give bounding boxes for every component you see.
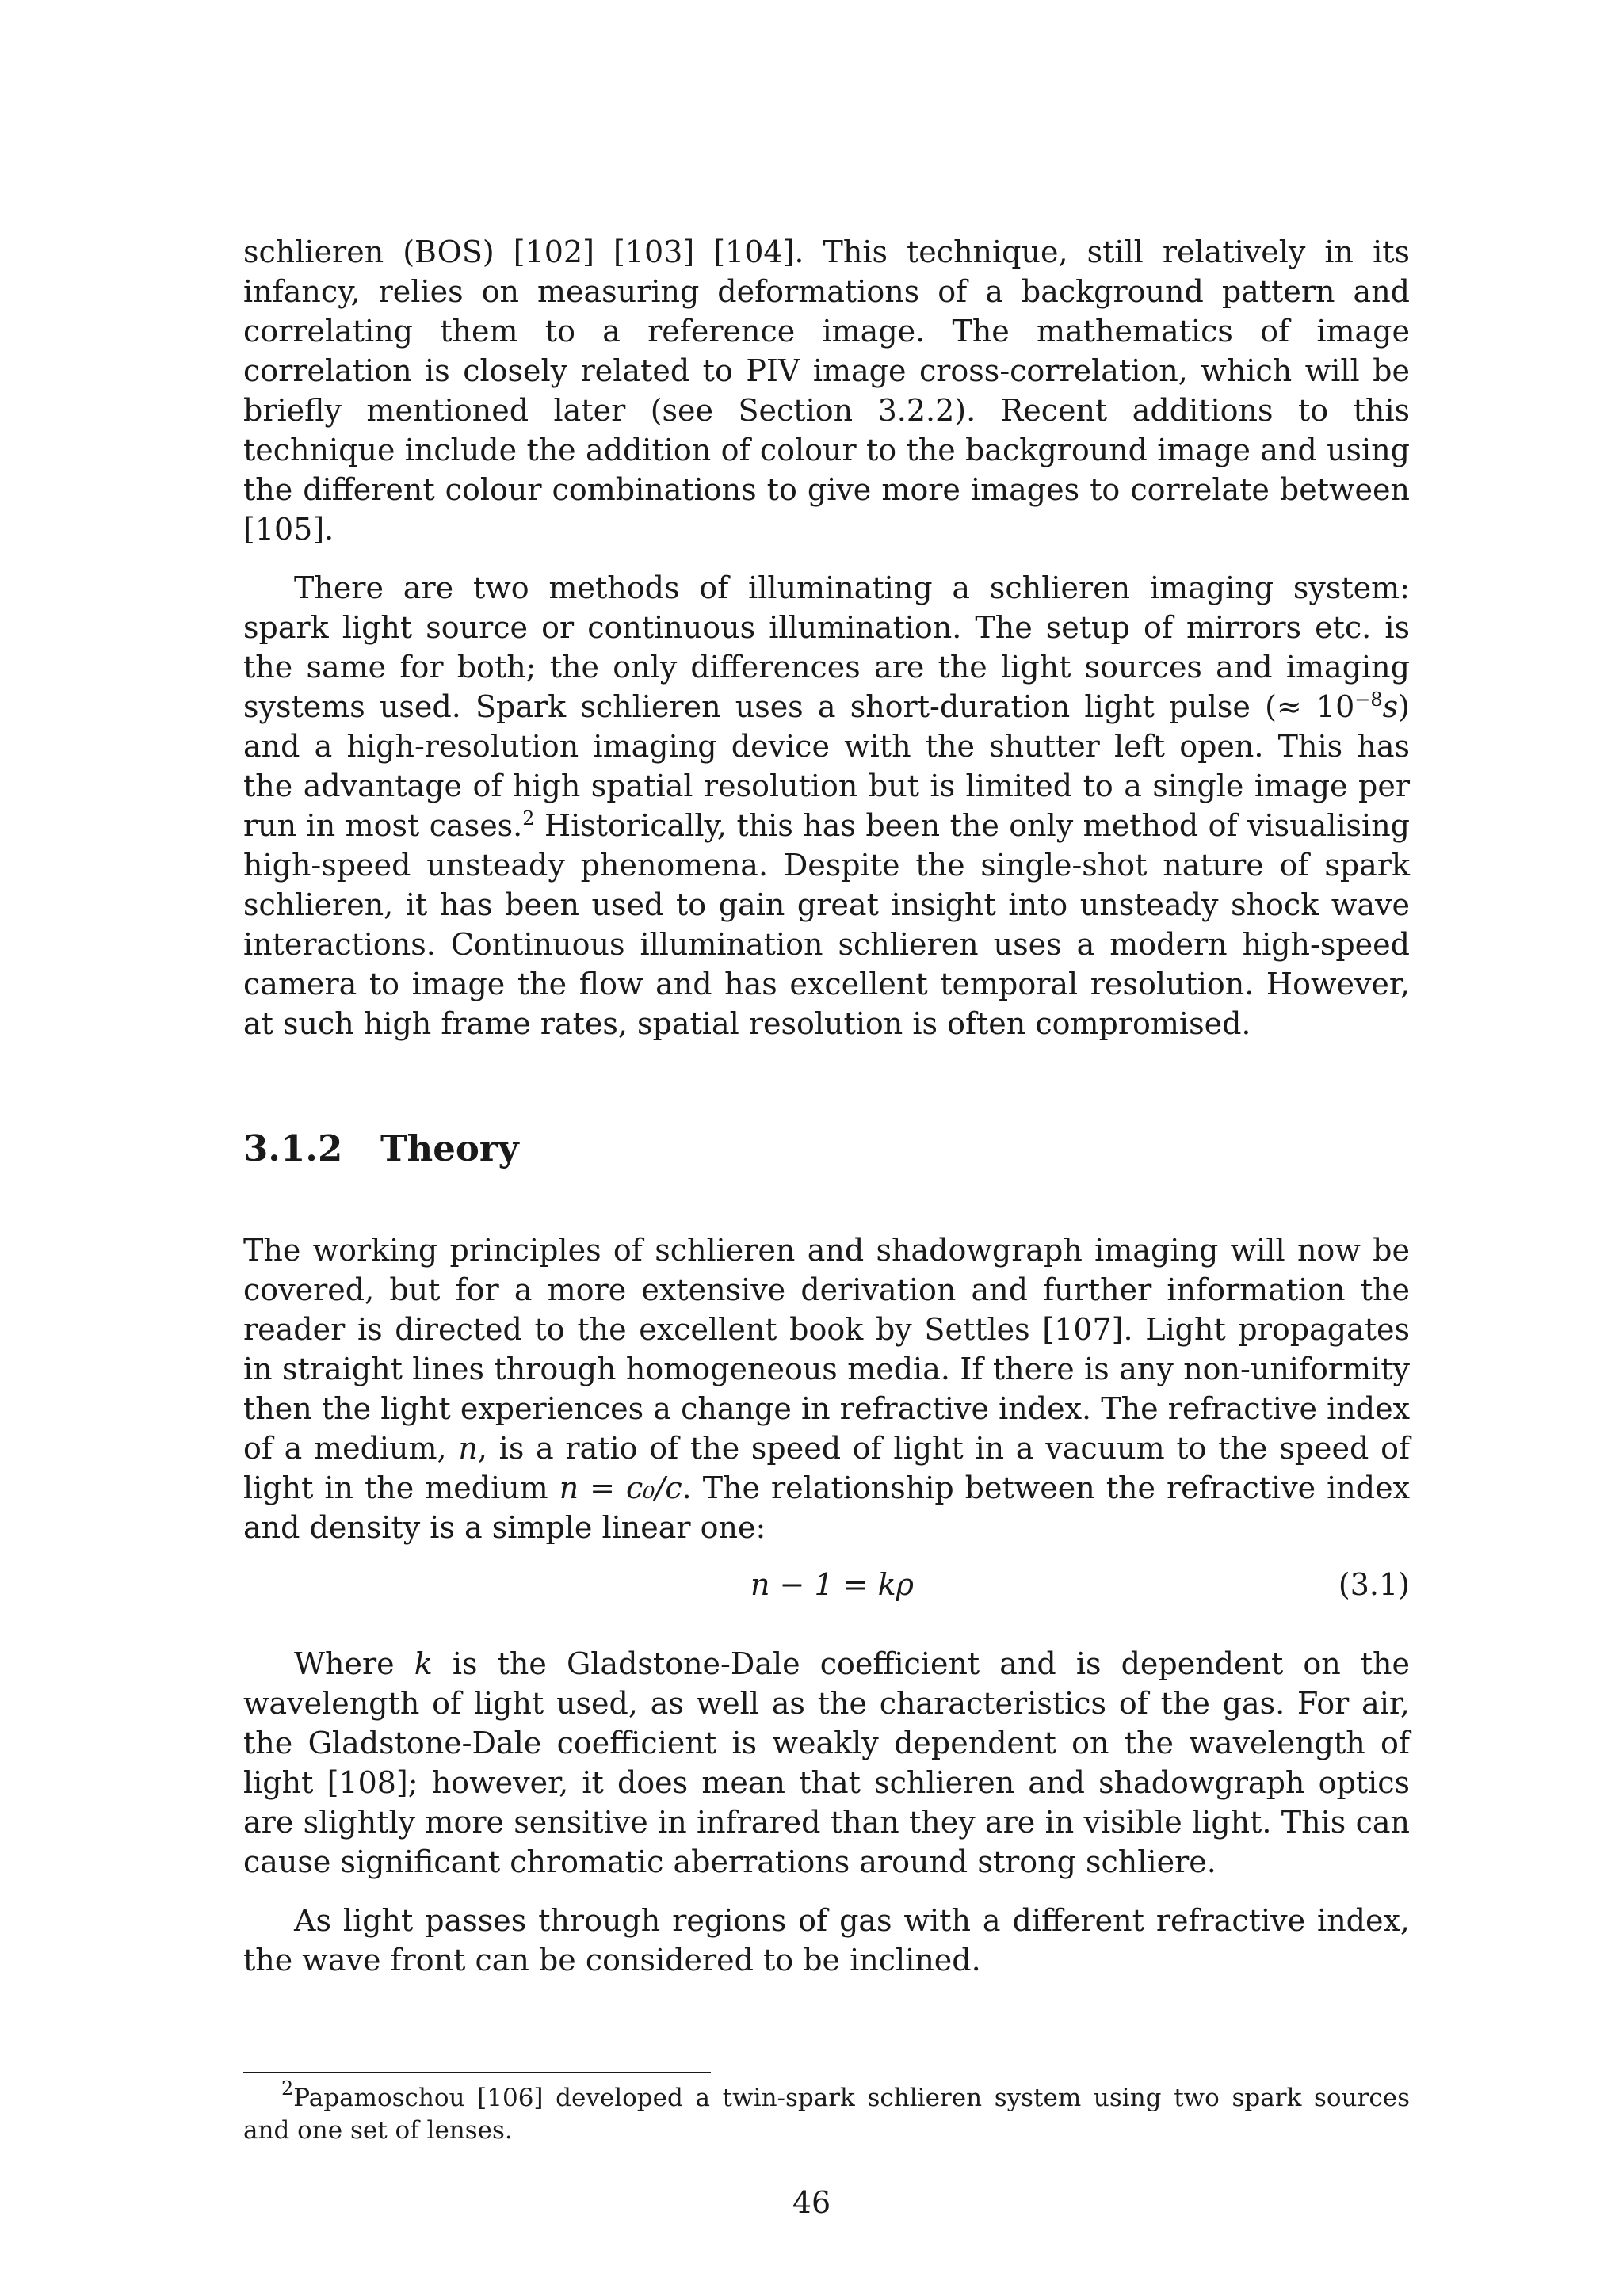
theory-text-block xyxy=(243,1230,1410,1547)
intro-text-block xyxy=(243,232,1410,1043)
exponent: −8 xyxy=(1354,688,1383,711)
footnote-marker[interactable]: 2 xyxy=(522,807,535,830)
footnote-rule xyxy=(243,2072,711,2073)
illumination-text-part2: ) and a high-resolution imaging device with the shutter left open. This has the advantage of high spatial resolution but is limited to a single image per run in most cases. xyxy=(243,689,1410,843)
equation-number: (3.1) xyxy=(1338,1567,1410,1602)
paragraph-theory xyxy=(243,1230,1410,1547)
section-number: 3.1.2 xyxy=(243,1127,343,1169)
variable-k: k xyxy=(414,1646,433,1681)
theory-text-part3: . The relationship between the refractive index and density is a simple linear one: xyxy=(243,1470,1411,1545)
footnote xyxy=(243,2077,1410,2147)
gladstone-text-part1: Where xyxy=(294,1646,414,1681)
gladstone-text-block xyxy=(243,1644,1410,1980)
gladstone-text-part2: is the Gladstone-Dale coefficient and is dependent on the wavelength of light used, as well as the characteristics of the gas. For air, the Gladstone-Dale coefficient is weakly dependent on the wavelength of light [108]; however, it does mean that schlieren and shadowgraph optics are slightly more sensitive in infrared than they are in visible light. This can cause significant chromatic aberrations around strong schliere. xyxy=(243,1646,1410,1879)
paragraph-illumination-methods xyxy=(243,568,1410,1043)
page-number: 46 xyxy=(792,2185,831,2220)
section-heading xyxy=(243,1125,519,1173)
variable-n: n xyxy=(458,1431,478,1466)
inline-formula: n = c₀/c xyxy=(559,1470,682,1505)
paragraph-wavefront: As light passes through regions of gas with a different refractive index, the wave front can be considered to be inclined. xyxy=(243,1903,1410,1978)
unit-seconds: s xyxy=(1382,689,1399,724)
paragraph-bos: schlieren (BOS) [102] [103] [104]. This technique, still relatively in its infancy, relies on measuring deformations of a background pattern and correlating them to a reference image. The mathematics of image correlation is closely related to PIV image cross-correlation, which will be briefly mentioned later (see Section 3.2.2). Recent additions to this technique include the addition of colour to the background image and using the different colour combinations to give more images to correlate between [105]. xyxy=(243,235,1410,547)
paragraph-gladstone-dale xyxy=(243,1644,1410,1882)
footnote-number: 2 xyxy=(281,2077,294,2100)
theory-text-part2: , is a ratio of the speed of light in a vacuum to the speed of light in the medium xyxy=(243,1431,1411,1505)
footnote-text-block xyxy=(243,2077,1410,2147)
equation-3-1 xyxy=(243,1565,1410,1604)
illumination-text-part3: Historically, this has been the only method of visualising high-speed unsteady phenomena. Despite the single-shot nature of spark schlieren, it has been used to gain great insight into unsteady shock wave interactions. Continuous illumination schlieren uses a modern high-speed camera to image the flow and has excellent temporal resolution. However, at such high frame rates, spatial resolution is often compromised. xyxy=(243,808,1410,1041)
section-title: Theory xyxy=(380,1127,519,1169)
illumination-text-part1: There are two methods of illuminating a schlieren imaging system: spark light source or continuous illumination. The setup of mirrors etc. is the same for both; the only differences are the light sources and imaging systems used. Spark schlieren uses a short-duration light pulse (≈ 10 xyxy=(243,570,1410,724)
equation-expression: n − 1 = kρ xyxy=(750,1567,915,1602)
footnote-text: Papamoschou [106] developed a twin-spark schlieren system using two spark sources and one set of lenses. xyxy=(243,2084,1410,2145)
theory-text-part1: The working principles of schlieren and shadowgraph imaging will now be covered, but for a more extensive derivation and further information the reader is directed to the excellent book by Settles [107]. Light propagates in straight lines through homogeneous media. If there is any non-uniformity then the light experiences a change in refractive index. The refractive index of a medium, xyxy=(243,1233,1410,1466)
